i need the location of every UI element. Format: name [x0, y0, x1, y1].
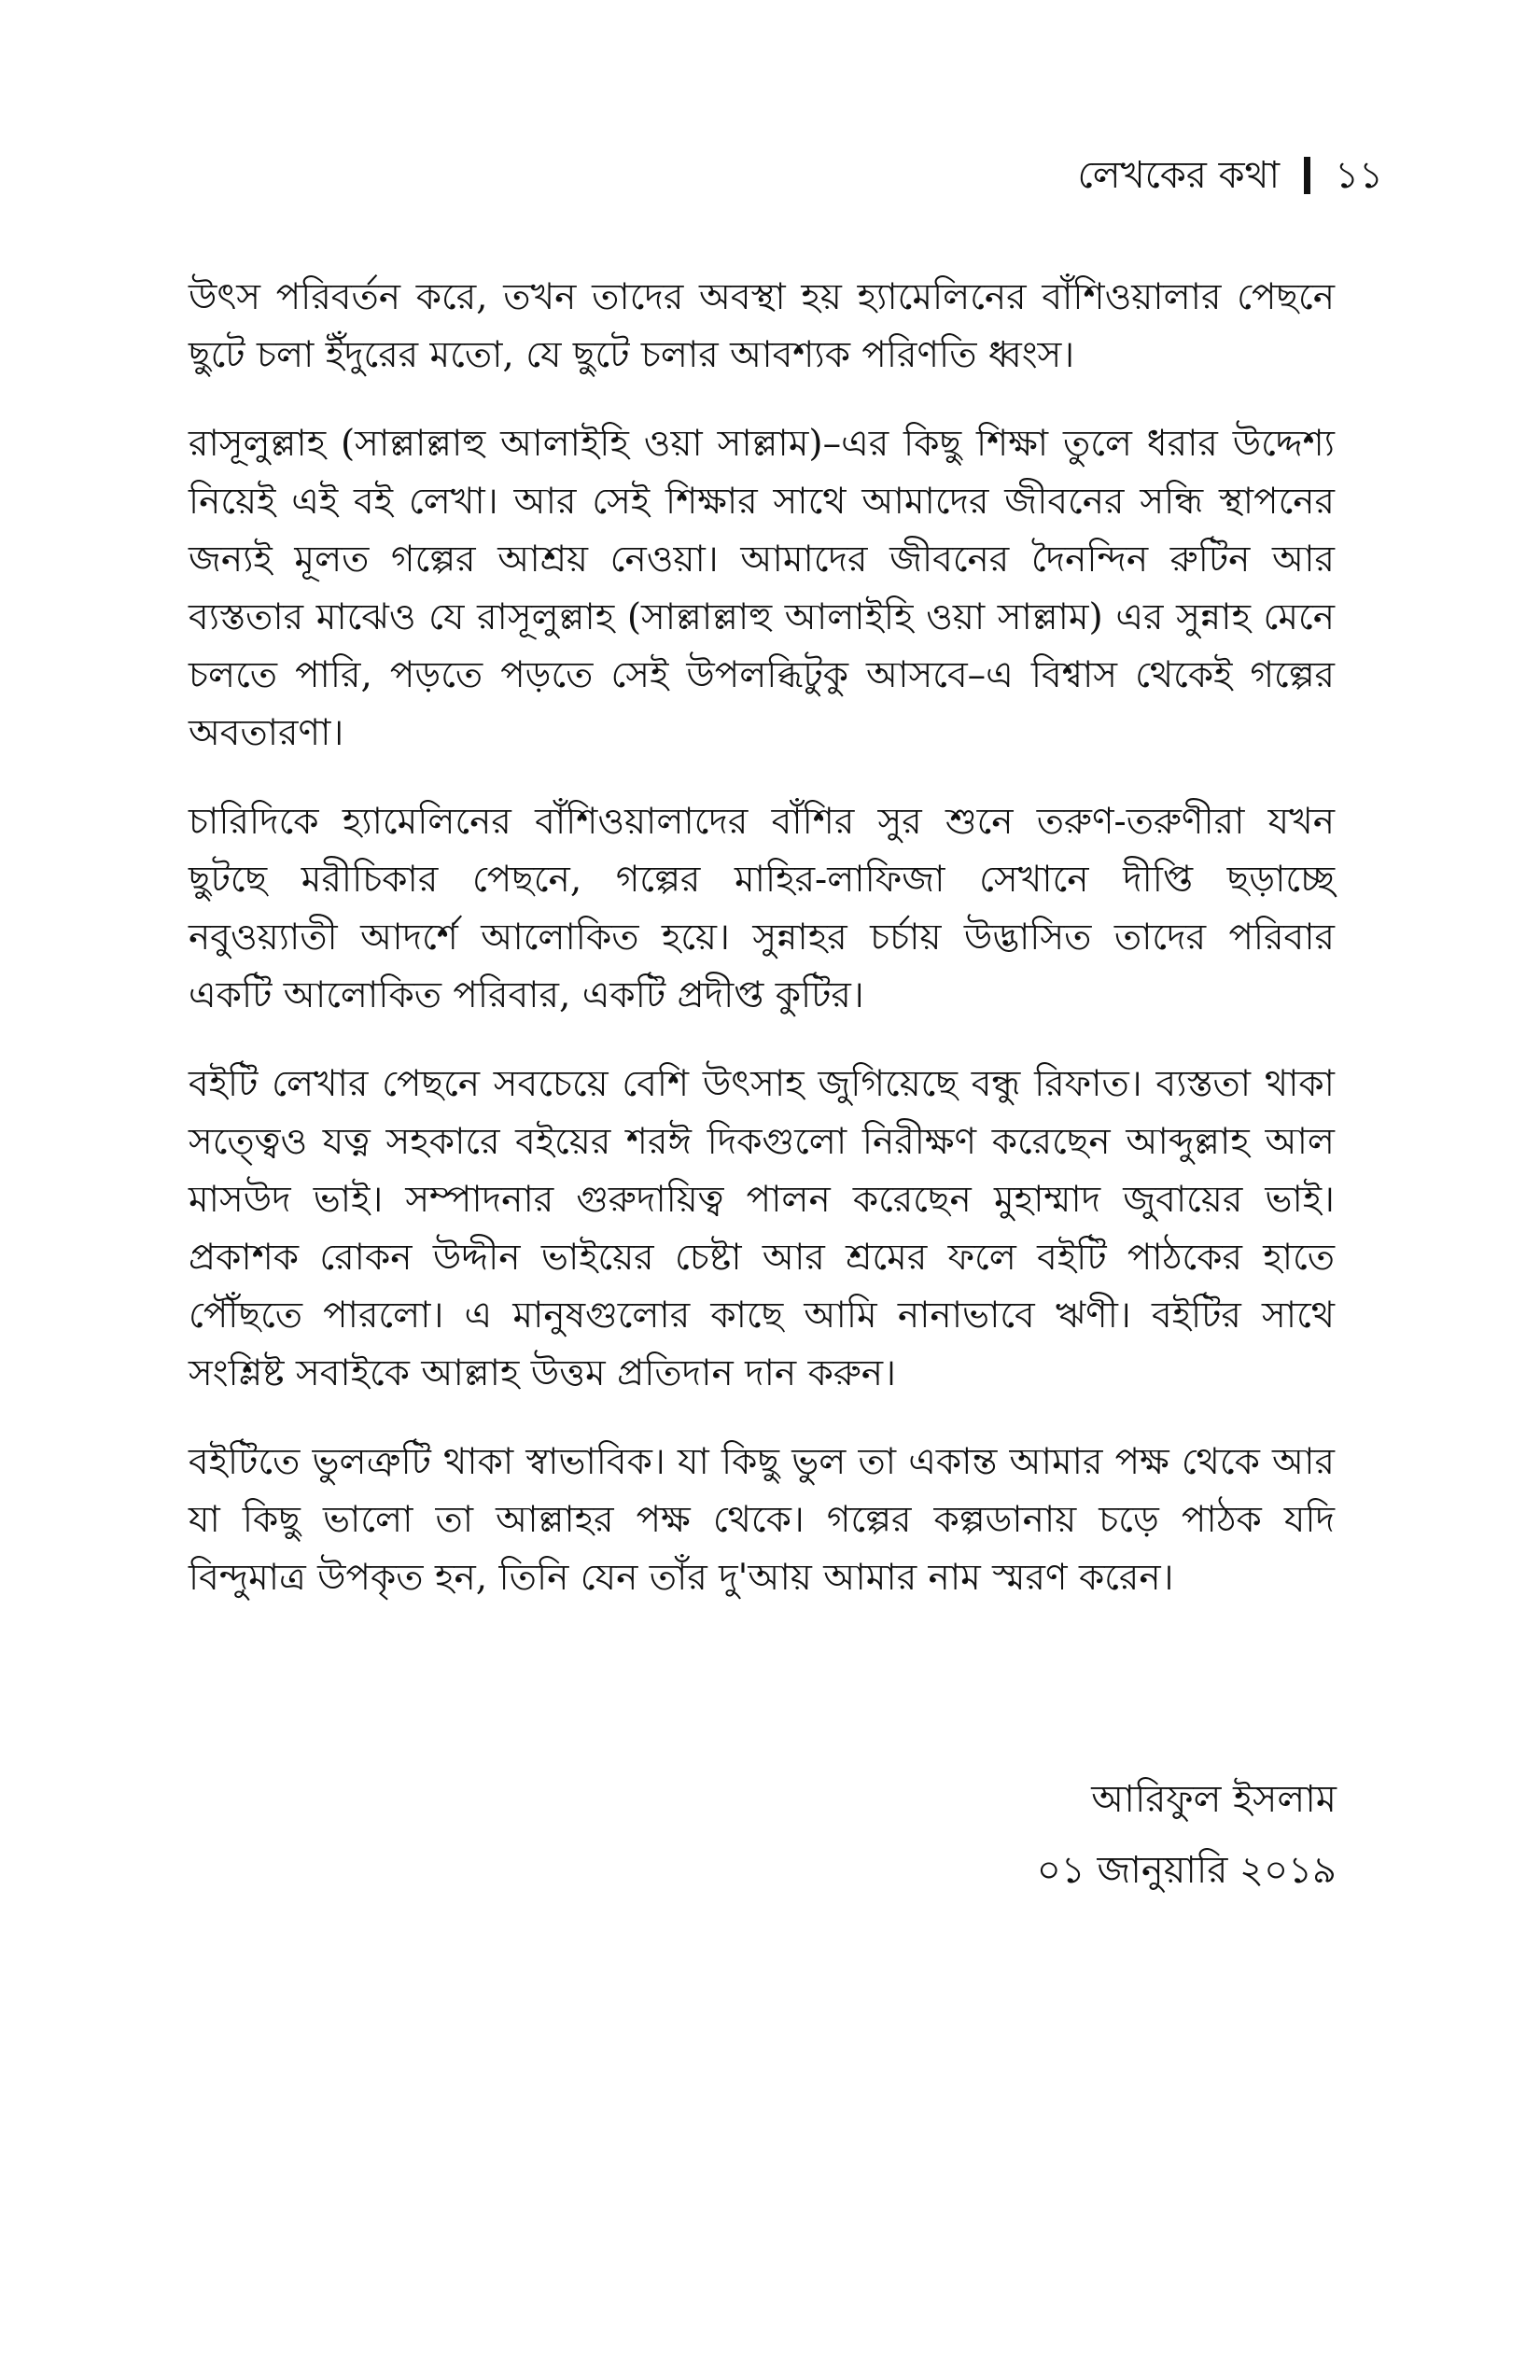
author-name: আরিফুল ইসলাম	[1091, 1778, 1337, 1821]
chapter-title: লেখকের কথা	[1077, 154, 1281, 197]
paragraph-3: চারিদিকে হ্যামেলিনের বাঁশিওয়ালাদের বাঁশির সুর শুনে তরুণ-তরুণীরা যখন ছুটছে মরীচিকার পেছনে, গল্পের মাহির-লাফিজা সেখানে দীপ্তি ছড়াচ্ছে নবুওয়্যাতী আদর্শে আলোকিত হয়ে। সুন্নাহর চর্চায় উদ্ভাসিত তাদের পরিবার একটি আলোকিত পরিবার, একটি প্রদীপ্ত কুটির।	[189, 801, 1335, 1016]
header-separator	[1304, 157, 1310, 194]
body-text	[189, 269, 1335, 1638]
paragraph-2: রাসূলুল্লাহ (সাল্লাল্লাহু আলাইহি ওয়া সাল্লাম)–এর কিছু শিক্ষা তুলে ধরার উদ্দেশ্য নিয়েই এই বই লেখা। আর সেই শিক্ষার সাথে আমাদের জীবনের সন্ধি স্থাপনের জন্যই মূলত গল্পের আশ্রয় নেওয়া। আমাদের জীবনের দৈনন্দিন রুটিন আর ব্যস্ততার মাঝেও যে রাসূলুল্লাহ (সাল্লাল্লাহু আলাইহি ওয়া সাল্লাম) এর সুন্নাহ মেনে চলতে পারি, পড়তে পড়তে সেই উপলব্ধিটুকু আসবে–এ বিশ্বাস থেকেই গল্পের অবতারণা।	[189, 423, 1335, 754]
paragraph-5: বইটিতে ভুলত্রুটি থাকা স্বাভাবিক। যা কিছু ভুল তা একান্ত আমার পক্ষ থেকে আর যা কিছু ভালো তা আল্লাহর পক্ষ থেকে। গল্পের কল্পডানায় চড়ে পাঠক যদি বিন্দুমাত্র উপকৃত হন, তিনি যেন তাঁর দু'আয় আমার নাম স্মরণ করেন।	[189, 1441, 1335, 1599]
paragraph-1: উৎস পরিবর্তন করে, তখন তাদের অবস্থা হয় হ্যামেলিনের বাঁশিওয়ালার পেছনে ছুটে চলা ইঁদুরের মতো, যে ছুটে চলার আবশ্যক পরিণতি ধ্বংস।	[189, 276, 1335, 376]
page-number: ১১	[1335, 154, 1383, 197]
signature-date: ০১ জানুয়ারি ২০১৯	[1036, 1849, 1337, 1892]
signature-block	[1037, 1764, 1337, 1906]
paragraph-4: বইটি লেখার পেছনে সবচেয়ে বেশি উৎসাহ জুগিয়েছে বন্ধু রিফাত। ব্যস্ততা থাকা সত্ত্বেও যত্ন সহকারে বইয়ের শরঈ দিকগুলো নিরীক্ষণ করেছেন আব্দুল্লাহ আল মাসউদ ভাই। সম্পাদনার গুরুদায়িত্ব পালন করেছেন মুহাম্মাদ জুবায়ের ভাই। প্রকাশক রোকন উদ্দীন ভাইয়ের চেষ্টা আর শ্রমের ফলে বইটি পাঠকের হাতে পৌঁছতে পারলো। এ মানুষগুলোর কাছে আমি নানাভাবে ঋণী। বইটির সাথে সংশ্লিষ্ট সবাইকে আল্লাহ উত্তম প্রতিদান দান করুন।	[189, 1063, 1335, 1394]
running-header	[1077, 154, 1384, 197]
